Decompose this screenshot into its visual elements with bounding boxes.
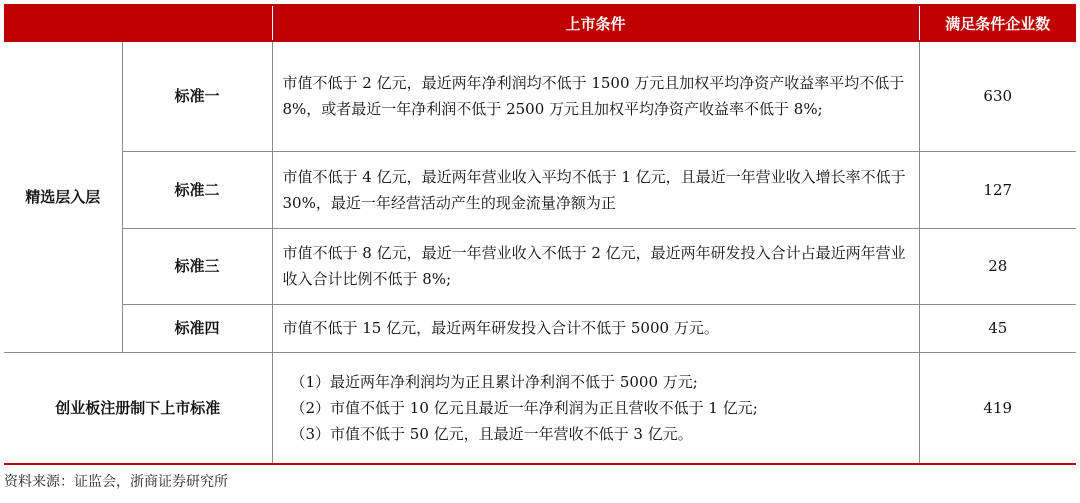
listing-standards-table: [4, 4, 1076, 465]
condition-text: 市值不低于 2 亿元，最近两年净利润均不低于 1500 万元且加权平均净资产收益率平均不低于 8%，或者最近一年净利润不低于 2500 万元且加权平均净资产收益率不低于 8%;: [272, 41, 919, 151]
table-row: [4, 41, 1076, 151]
company-count: 45: [919, 304, 1076, 352]
header-condition: 上市条件: [272, 5, 919, 41]
condition-line: （2）市值不低于 10 亿元且最近一年净利润为正且营收不低于 1 亿元;: [290, 398, 758, 417]
header-blank: [4, 5, 272, 41]
table-row: [4, 304, 1076, 352]
standard-label: 标准二: [122, 151, 272, 228]
condition-text: 市值不低于 4 亿元，最近两年营业收入平均不低于 1 亿元，且最近一年营业收入增长率不低于 30%，最近一年经营活动产生的现金流量净额为正: [272, 151, 919, 228]
header-row: [4, 5, 1076, 41]
listing-standards-table-wrapper: [4, 4, 1076, 491]
standard-label: 标准四: [122, 304, 272, 352]
table-row: [4, 352, 1076, 464]
table-row: [4, 228, 1076, 304]
source-note: 资料来源：证监会，浙商证券研究所: [4, 474, 228, 490]
company-count: 28: [919, 228, 1076, 304]
group-label-jingxuan: 精选层入层: [4, 41, 122, 352]
group-label-chuangye: 创业板注册制下上市标准: [4, 352, 272, 464]
condition-line: （3）市值不低于 50 亿元，且最近一年营收不低于 3 亿元。: [290, 424, 693, 443]
company-count: 419: [919, 352, 1076, 464]
standard-label: 标准一: [122, 41, 272, 151]
company-count: 630: [919, 41, 1076, 151]
condition-line: （1）最近两年净利润均为正且累计净利润不低于 5000 万元;: [290, 372, 698, 391]
header-count: 满足条件企业数: [919, 5, 1076, 41]
standard-label: 标准三: [122, 228, 272, 304]
table-row: [4, 151, 1076, 228]
company-count: 127: [919, 151, 1076, 228]
condition-list: [272, 352, 919, 464]
condition-text: 市值不低于 8 亿元，最近一年营业收入不低于 2 亿元，最近两年研发投入合计占最近两年营业收入合计比例不低于 8%;: [272, 228, 919, 304]
condition-text: 市值不低于 15 亿元，最近两年研发投入合计不低于 5000 万元。: [272, 304, 919, 352]
